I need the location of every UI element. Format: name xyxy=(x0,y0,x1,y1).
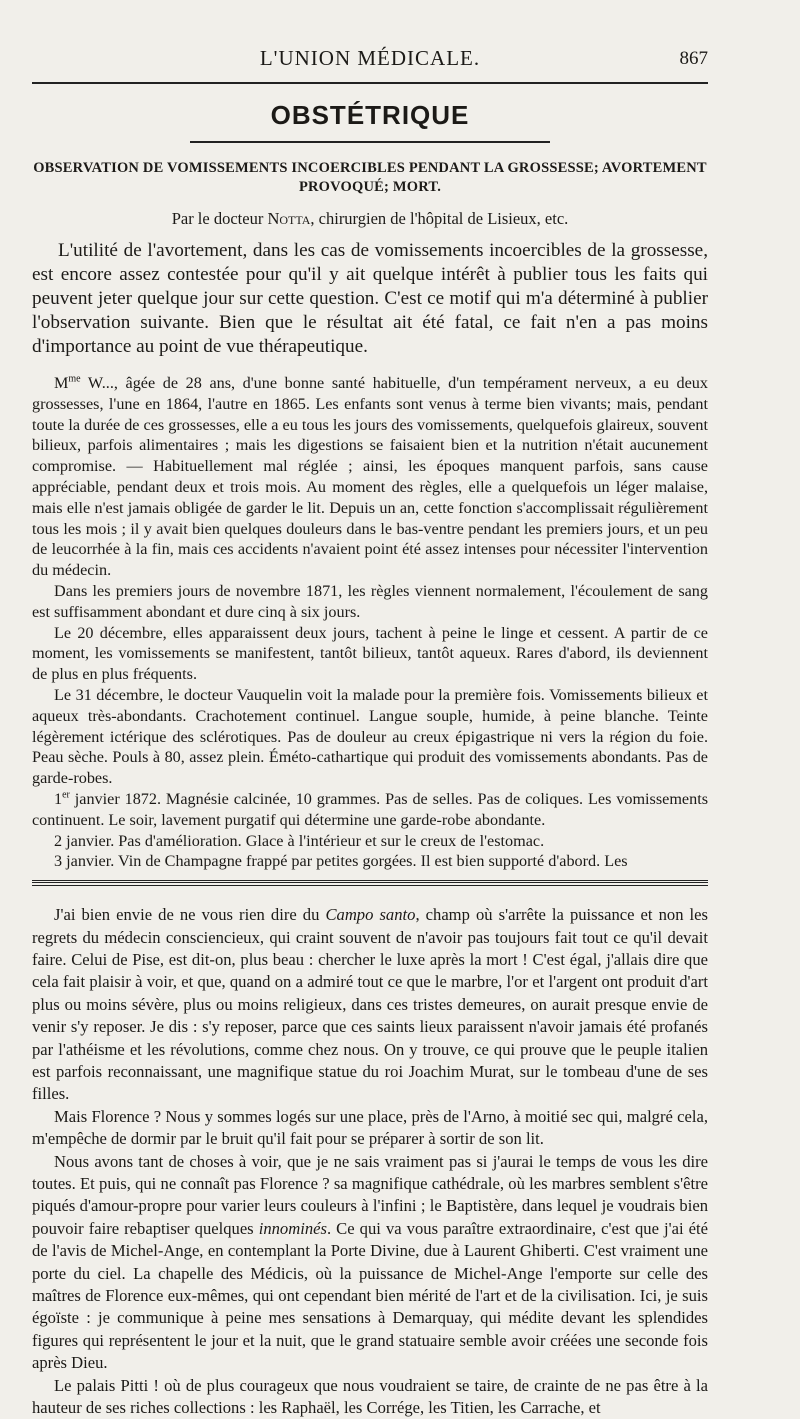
feuilleton-paragraph: Mais Florence ? Nous y sommes logés sur une place, près de l'Arno, à moitié sec qui, malgré cela, m'empêche de dormir par le bruit qu'il fait pour se préparer à sortir de son lit. xyxy=(32,1106,708,1149)
article-lead xyxy=(32,239,708,359)
text-run: . Ce qui va vous paraître extraordinaire, c'est que j'ai été de l'avis de Michel-Ange, en contemplant la Porte Divine, due à Laurent Ghiberti. C'est vraiment une porte du ciel. La chapelle des Médicis, où la puissance de Michel-Ange l'emporte sur celle des maîtres de Florence eux-mêmes, qui ont cependant bien mérité de l'art et de la civilisation. Ici, je suis égoïste : je communique à peine mes sensations à Demarquay, qui médite devant les splendides figures qui représentent le jour et la nuit, que le grand statuaire semble avoir créées une seconde fois après Dieu. xyxy=(32,1218,709,1373)
text-run: J'ai bien envie de ne vous rien dire du xyxy=(54,905,326,925)
feuilleton-paragraph xyxy=(32,904,708,1106)
byline xyxy=(32,209,708,229)
text-run: Nous avons tant de choses à voir, que je ne sais vraiment pas si j'aurai le temps de vous les dire toutes. Et puis, qui ne connaît pas Florence ? sa magnifique cathédrale, où les marbres semblent s'être piqués d'amour-propre pour varier leurs couleurs à l'infini ; le Baptistère, dans lequel je voudrais bien pouvoir faire rebaptiser quelques xyxy=(32,1151,708,1238)
page-number: 867 xyxy=(679,48,708,69)
case-paragraph: Dans les premiers jours de novembre 1871, les règles viennent normalement, l'écoulement de sang est suffisamment abondant et dure cinq à six jours. xyxy=(32,581,708,621)
feuilleton-divider xyxy=(32,880,708,883)
section-rule xyxy=(190,141,550,143)
author-name: Notta xyxy=(267,209,311,228)
running-head xyxy=(32,40,708,82)
journal-page xyxy=(32,40,708,1419)
jan1-sup: er xyxy=(62,789,70,801)
section-title: OBSTÉTRIQUE xyxy=(270,100,470,130)
jan1-text: janvier 1872. Magnésie calcinée, 10 grammes. Pas de selles. Pas de coliques. Les vomissements continuent. Le soir, lavement purgatif qui détermine une garde-robe abondante. xyxy=(32,789,708,829)
text-run: , champ où s'arrête la puissance et non les regrets du médecin consciencieux, qui craint souvent de n'avoir pas toujours fait tout ce qu'il devait faire. Celui de Pise, est dit-on, plus beau : chercher le luxe après la mort ! C'est égal, j'allais dire que cela fait plaisir à voir, et que, quand on a admiré tout ce que le marbre, l'or et l'argent ont produit d'art plus ou moins sévère, plus ou moins religieux, dans ces tristes demeures, on aurait presque envie de venir s'y reposer. Je dis : s'y reposer, parce que ces saints lieux paraissent n'avoir jamais été profanés par l'athéisme et les révolutions, comme chez nous. On y trouve, ce qui prouve que le peuple italien est parfois reconnaissant, une magnifique statue du roi Joachim Murat, sur le tombeau d'une de ses filles. xyxy=(32,905,708,1104)
article-title-line-1: OBSERVATION DE VOMISSEMENTS INCOERCIBLES PENDANT LA GROSSESSE; AVORTEMENT xyxy=(33,160,707,176)
italic-text: innominés xyxy=(258,1218,327,1238)
feuilleton-divider-thin xyxy=(32,885,708,886)
italic-text: Campo santo xyxy=(325,905,416,925)
case-paragraph: 3 janvier. Vin de Champagne frappé par petites gorgées. Il est bien supporté d'abord. Les xyxy=(54,852,628,871)
article-title xyxy=(32,159,708,197)
case-intro-sup: me xyxy=(68,373,81,385)
header-rule xyxy=(32,82,708,84)
case-paragraph-jan1 xyxy=(32,789,708,831)
byline-suffix: , chirurgien de l'hôpital de Lisieux, etc. xyxy=(310,209,569,228)
feuilleton xyxy=(32,904,708,1419)
article-title-line-2: PROVOQUÉ; MORT. xyxy=(298,179,442,195)
case-intro-text: W..., âgée de 28 ans, d'une bonne santé habituelle, d'un tempérament nerveux, a eu deux grossesses, l'une en 1864, l'autre en 1865. Les enfants sont venus à terme bien vivants; mais, pendant toute la durée de ces grossesses, elle a eu tous les jours des vomissements, quelquefois glaireux, souvent bilieux, parfois alimentaires ; mais les digestions se faisaient bien et la nutrition n'était aucunement compromise. — Habituellement mal réglée ; ainsi, les époques manquent parfois, sans cause appréciable, pendant deux et trois mois. Au moment des règles, elle a quelquefois un léger malaise, mais elle n'est jamais obligée de garder le lit. Depuis un an, cette fonction s'accomplissait régulièrement tous les mois ; il y avait bien quelques douleurs dans le bas-ventre pendant les premiers jours, et un peu de leucorrhée à la fin, mais ces accidents n'avaient point été assez intenses pour nécessiter l'intervention du médecin. xyxy=(32,374,708,580)
case-paragraph: Le 20 décembre, elles apparaissent deux jours, tachent à peine le linge et cessent. A partir de ce moment, les vomissements se manifestent, tantôt bilieux, tantôt aqueux. Rares d'abord, ils deviennent de plus en plus fréquents. xyxy=(32,623,708,684)
case-paragraph: 2 janvier. Pas d'amélioration. Glace à l'intérieur et sur le creux de l'estomac. xyxy=(54,831,545,850)
jan1-prefix: 1 xyxy=(54,789,63,808)
case-intro-paragraph xyxy=(32,373,708,581)
byline-prefix: Par le docteur xyxy=(171,209,268,228)
feuilleton-paragraph: Le palais Pitti ! où de plus courageux que nous voudraient se taire, de crainte de ne pas être à la hauteur de ses riches collections : les Raphaël, les Corrége, les Titien, les Carrache, et xyxy=(32,1375,708,1418)
case-paragraph: Le 31 décembre, le docteur Vauquelin voit la malade pour la première fois. Vomissements bilieux et aqueux très-abondants. Crachotement continuel. Langue souple, humide, à peine blanche. Teinte légèrement ictérique des sclérotiques. Pas de douleur au creux épigastrique ni vers la région du foie. Peau sèche. Pouls à 80, assez plein. Éméto-cathartique qui produit des vomissements abondants. Pas de garde-robes. xyxy=(32,685,708,788)
lead-paragraph: L'utilité de l'avortement, dans les cas de vomissements incoercibles de la grossesse, est encore assez contestée pour qu'il y ait quelque intérêt à publier tous les faits qui peuvent jeter quelque jour sur cette question. C'est ce motif qui m'a déterminé à publier l'observation suivante. Bien que le résultat ait été fatal, ce fait n'en a pas moins d'importance au point de vue thérapeutique. xyxy=(32,240,708,357)
case-report xyxy=(32,373,708,872)
feuilleton-paragraph xyxy=(32,1151,708,1375)
journal-title: L'UNION MÉDICALE. xyxy=(259,46,481,70)
case-intro-prefix: M xyxy=(54,374,69,392)
